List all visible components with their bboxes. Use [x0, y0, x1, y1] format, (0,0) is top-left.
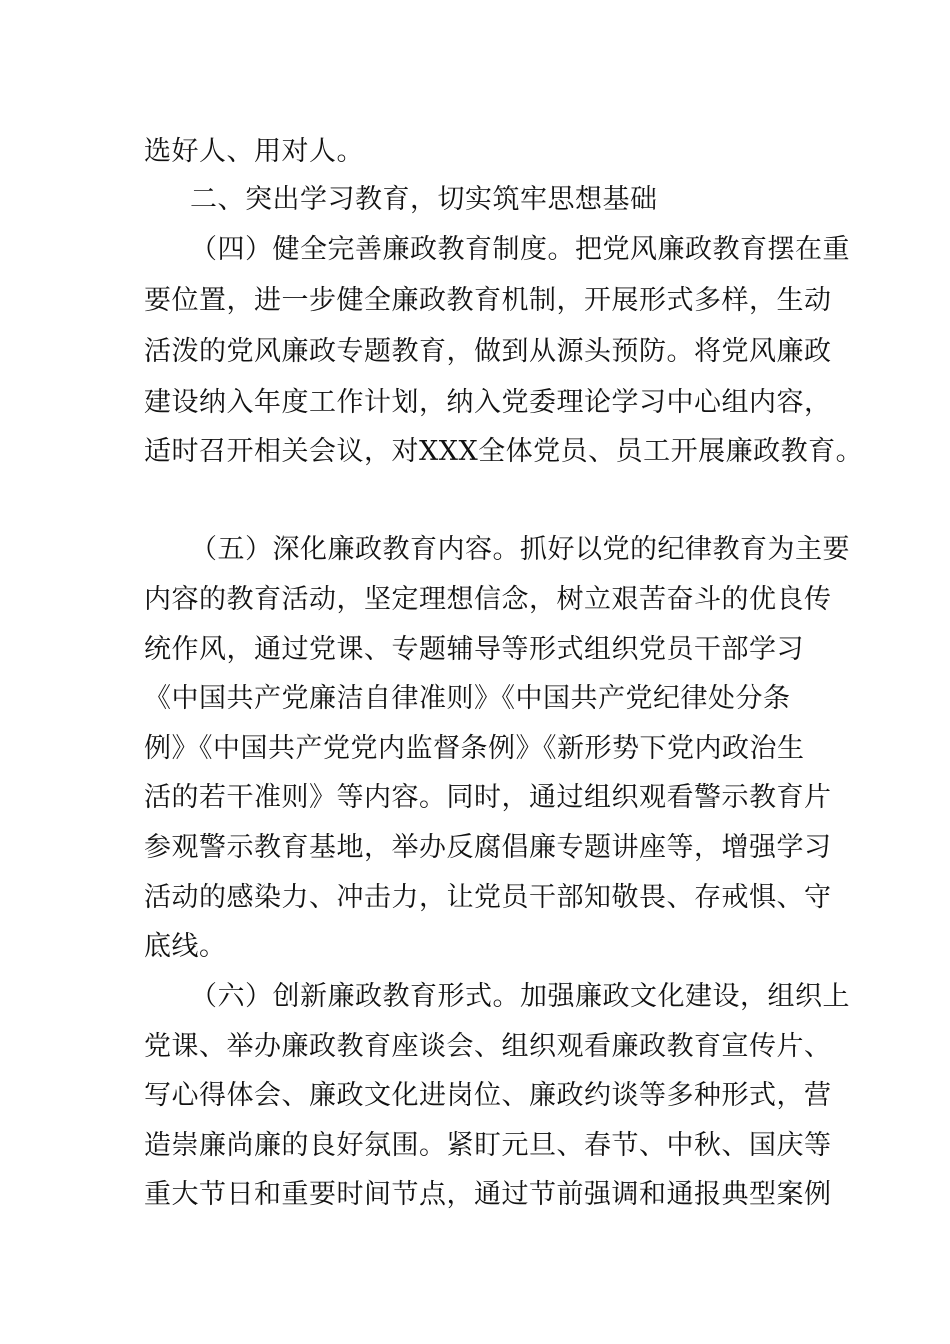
- text-line: 底线。: [144, 931, 227, 962]
- text-line: 活的若干准则》等内容。同时，通过组织观看警示教育片: [144, 782, 832, 813]
- text-line: 写心得体会、廉政文化进岗位、廉政约谈等多种形式，营: [144, 1080, 832, 1111]
- text-line: 造崇廉尚廉的良好氛围。紧盯元旦、春节、中秋、国庆等: [144, 1130, 832, 1161]
- text-line: 重大节日和重要时间节点，通过节前强调和通报典型案例: [144, 1179, 832, 1210]
- text-line: 活泼的党风廉政专题教育，做到从源头预防。将党风廉政: [144, 336, 832, 367]
- paragraph-start: （五）深化廉政教育内容。抓好以党的纪律教育为主要: [190, 534, 850, 565]
- section-heading: 二、突出学习教育，切实筑牢思想基础: [190, 184, 658, 215]
- text-line: 党课、举办廉政教育座谈会、组织观看廉政教育宣传片、: [144, 1031, 832, 1062]
- paragraph-start: （四）健全完善廉政教育制度。把党风廉政教育摆在重: [190, 234, 850, 265]
- text-line: 内容的教育活动，坚定理想信念，树立艰苦奋斗的优良传: [144, 584, 832, 615]
- text-line: 要位置，进一步健全廉政教育机制，开展形式多样，生动: [144, 285, 832, 316]
- text-line: 选好人、用对人。: [144, 136, 364, 167]
- text-line: 适时召开相关会议，对XXX全体党员、员工开展廉政教育。: [144, 436, 864, 467]
- text-line: 统作风，通过党课、专题辅导等形式组织党员干部学习: [144, 634, 804, 665]
- text-line: 建设纳入年度工作计划，纳入党委理论学习中心组内容，: [144, 387, 832, 418]
- text-line: 活动的感染力、冲击力，让党员干部知敬畏、存戒惧、守: [144, 882, 832, 913]
- text-line: 参观警示教育基地，举办反腐倡廉专题讲座等，增强学习: [144, 832, 832, 863]
- text-line: 《中国共产党廉洁自律准则》《中国共产党纪律处分条: [144, 683, 791, 714]
- paragraph-start: （六）创新廉政教育形式。加强廉政文化建设，组织上: [190, 981, 850, 1012]
- text-line: 例》《中国共产党党内监督条例》《新形势下党内政治生: [144, 733, 805, 764]
